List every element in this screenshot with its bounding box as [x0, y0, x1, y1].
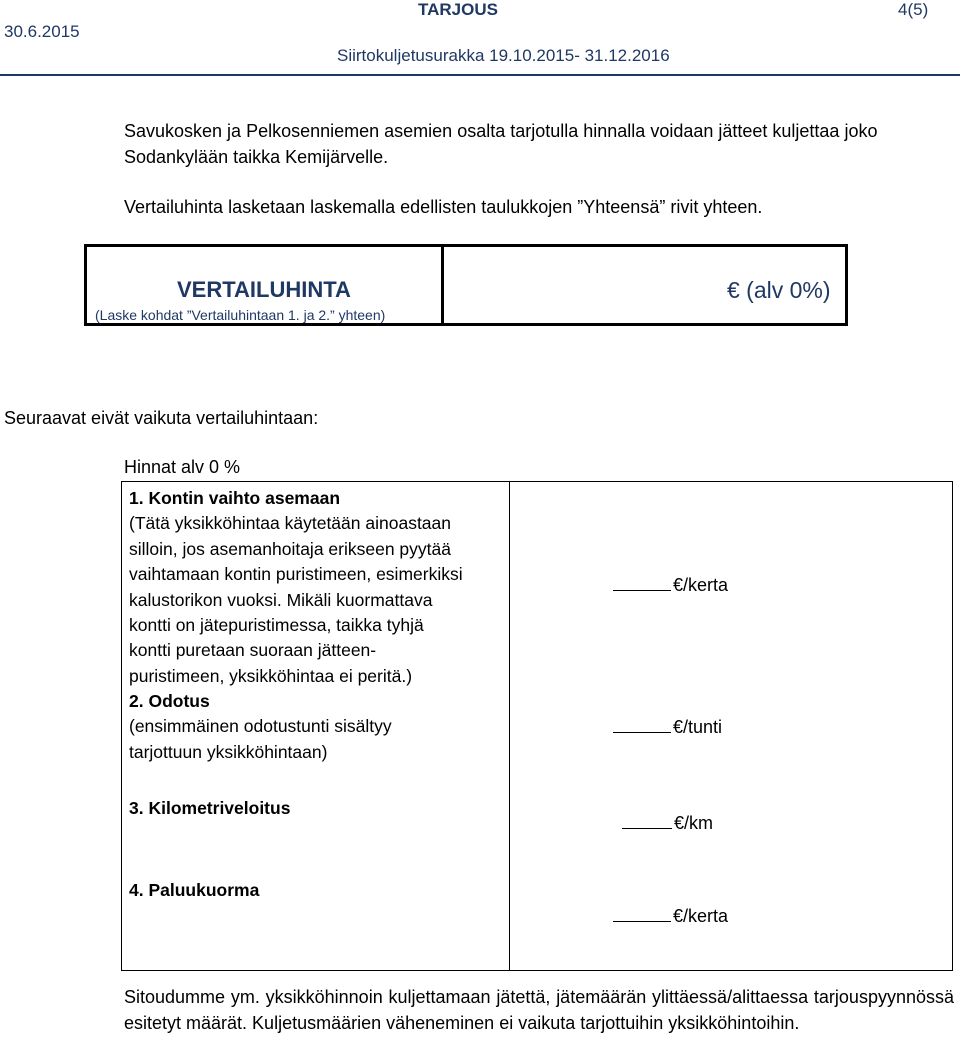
comparison-price-title: VERTAILUHINTA — [177, 277, 351, 302]
intro-line-3: Vertailuhinta lasketaan laskemalla edellisten taulukkojen ”Yhteensä” rivit yhteen. — [124, 197, 763, 217]
item-1-line: kontti puretaan suoraan jätteen- — [129, 640, 377, 661]
table-bottom-border — [121, 970, 953, 971]
box-divider — [441, 247, 444, 323]
price-blank[interactable] — [613, 574, 671, 591]
document-title: TARJOUS — [418, 0, 498, 19]
contract-period: Siirtokuljetusurakka 19.10.2015- 31.12.2016 — [337, 46, 670, 65]
commitment-paragraph: Sitoudumme ym. yksikköhinnoin kuljettamaan jätettä, jätemäärän ylittäessä/alittaessa tarjouspyynnössä esitetyt määrät. Kuljetusmäärien väheneminen ei vaikuta tarjottuihin yksikköhintoihin. — [124, 987, 954, 1033]
item-4-title: 4. Paluukuorma — [129, 880, 260, 900]
item-2-unit: €/tunti — [673, 717, 723, 737]
item-1-line: (Tätä yksikköhintaa käytetään ainoastaan — [129, 513, 451, 534]
price-blank[interactable] — [622, 812, 672, 829]
price-blank[interactable] — [613, 905, 671, 922]
item-2-price-field[interactable] — [613, 716, 722, 738]
header-divider — [0, 74, 960, 76]
item-1-unit: €/kerta — [673, 575, 729, 595]
item-2-line: (ensimmäinen odotustunti sisältyy — [129, 716, 392, 737]
table-column-divider — [509, 481, 510, 971]
page-number: 4(5) — [898, 0, 929, 19]
item-2-line: tarjottuun yksikköhintaan) — [129, 741, 328, 762]
price-blank[interactable] — [613, 716, 671, 733]
item-1-line: kalustorikon vuoksi. Mikäli kuormattava — [129, 589, 433, 610]
table-right-border — [952, 481, 953, 971]
item-3-unit: €/km — [674, 813, 714, 833]
item-3-price-field[interactable] — [622, 812, 713, 834]
item-2 — [129, 689, 392, 765]
item-4-unit: €/kerta — [673, 906, 729, 926]
item-1-line: kontti on jätepuristimessa, taikka tyhjä — [129, 615, 424, 636]
table-left-border — [121, 481, 122, 971]
section-heading: Seuraavat eivät vaikuta vertailuhintaan: — [4, 408, 319, 428]
intro-line-2: Sodankylään taikka Kemijärvelle. — [124, 147, 389, 167]
vat-note: Hinnat alv 0 % — [124, 457, 241, 477]
item-4-price-field[interactable] — [613, 905, 728, 927]
item-1-line: puristimeen, yksikköhintaa ei peritä.) — [129, 665, 413, 686]
item-1-line: silloin, jos asemanhoitaja erikseen pyytää — [129, 538, 451, 559]
item-1-title: 1. Kontin vaihto asemaan — [129, 488, 341, 508]
table-top-border — [121, 481, 953, 482]
item-3-title: 3. Kilometriveloitus — [129, 798, 291, 818]
comparison-price-box — [84, 244, 848, 326]
item-1-price-field[interactable] — [613, 574, 728, 596]
item-1-line: vaihtamaan kontin puristimeen, esimerkiksi — [129, 564, 463, 585]
item-2-title: 2. Odotus — [129, 691, 210, 711]
intro-line-1: Savukosken ja Pelkosenniemen asemien osalta tarjotulla hinnalla voidaan jätteet kuljettaa joko — [124, 121, 878, 141]
comparison-price-field[interactable]: € (alv 0%) — [727, 277, 831, 303]
document-date: 30.6.2015 — [4, 22, 80, 41]
comparison-price-instruction: (Laske kohdat ”Vertailuhintaan 1. ja 2.” yhteen) — [95, 307, 386, 323]
item-1 — [129, 486, 463, 689]
